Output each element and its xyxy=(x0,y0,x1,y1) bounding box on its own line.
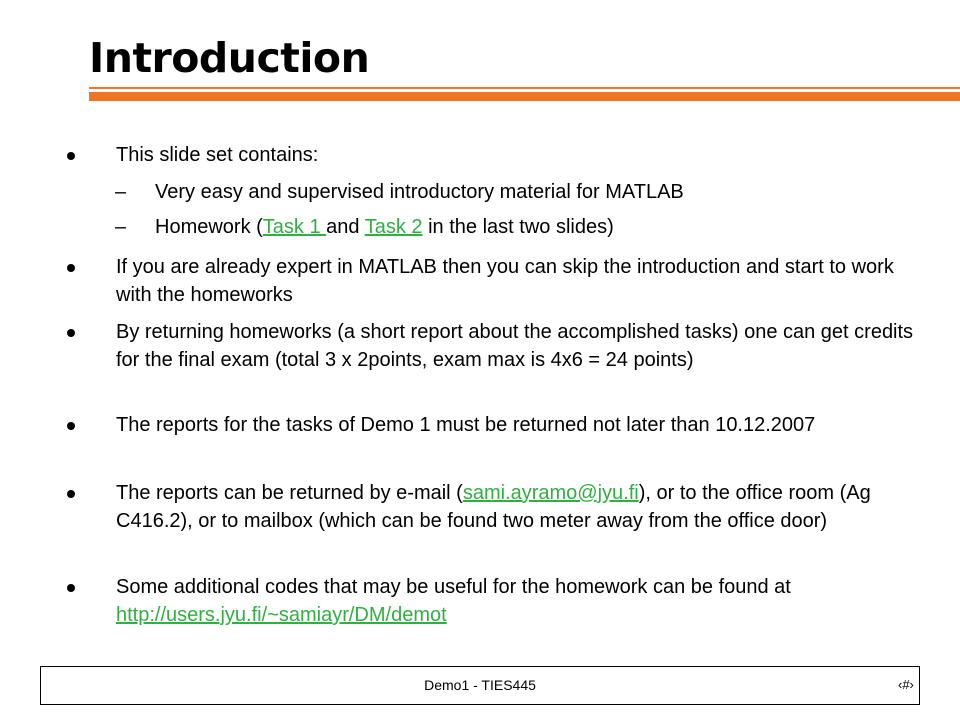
bullet-dot-icon xyxy=(67,490,75,498)
sub-item-text: and xyxy=(326,216,365,238)
dash-icon: – xyxy=(115,216,127,238)
sub-item-text: in the last two slides) xyxy=(422,216,614,238)
bullet-text: By returning homeworks (a short report about the accomplished tasks) one can get credits for the final exam (total 3 x 2points, exam max is 4x6 = 24 points) xyxy=(116,321,914,371)
bullet-text: The reports for the tasks of Demo 1 must be returned not later than 10.12.2007 xyxy=(116,414,816,436)
email-link[interactable]: sami.ayramo@jyu.fi xyxy=(462,482,639,504)
footer-label: Demo1 - TIES445 xyxy=(424,677,536,693)
bullet-item xyxy=(116,318,916,374)
bullet-item xyxy=(116,253,916,309)
bullet-text: If you are already expert in MATLAB then you can skip the introduction and start to work with the homeworks xyxy=(116,256,894,306)
task-2-link[interactable]: Task 2 xyxy=(364,216,423,238)
bullet-text: ), or to the office room (Ag C416.2), or to mailbox (which can be found two meter away from the office door) xyxy=(116,482,871,532)
sub-item-homework xyxy=(115,213,915,241)
bullet-item xyxy=(116,411,916,439)
bullet-dot-icon xyxy=(67,584,75,592)
bullet-text: This slide set contains: xyxy=(116,144,319,166)
title-underline-thick xyxy=(89,92,960,101)
sub-item-text: Homework ( xyxy=(155,216,263,238)
demo-code-link[interactable]: http://users.jyu.fi/~samiayr/DM/demot xyxy=(116,604,447,626)
bullet-dot-icon xyxy=(67,264,75,272)
bullet-item xyxy=(116,141,916,169)
dash-icon: – xyxy=(115,181,127,203)
slide-title: Introduction xyxy=(89,34,370,82)
sub-item-material xyxy=(115,178,915,206)
bullet-item xyxy=(116,573,916,629)
task-1-link[interactable]: Task 1 xyxy=(262,216,327,238)
title-underline-thin xyxy=(89,87,960,89)
bullet-text: Some additional codes that may be useful for the homework can be found at xyxy=(116,576,791,598)
page-number: ‹#› xyxy=(898,677,914,692)
bullet-dot-icon xyxy=(67,329,75,337)
bullet-item xyxy=(116,479,916,535)
bullet-text: The reports can be returned by e-mail ( xyxy=(116,482,463,504)
bullet-dot-icon xyxy=(67,152,75,160)
bullet-dot-icon xyxy=(67,422,75,430)
sub-item-text: Very easy and supervised introductory material for MATLAB xyxy=(155,181,684,203)
